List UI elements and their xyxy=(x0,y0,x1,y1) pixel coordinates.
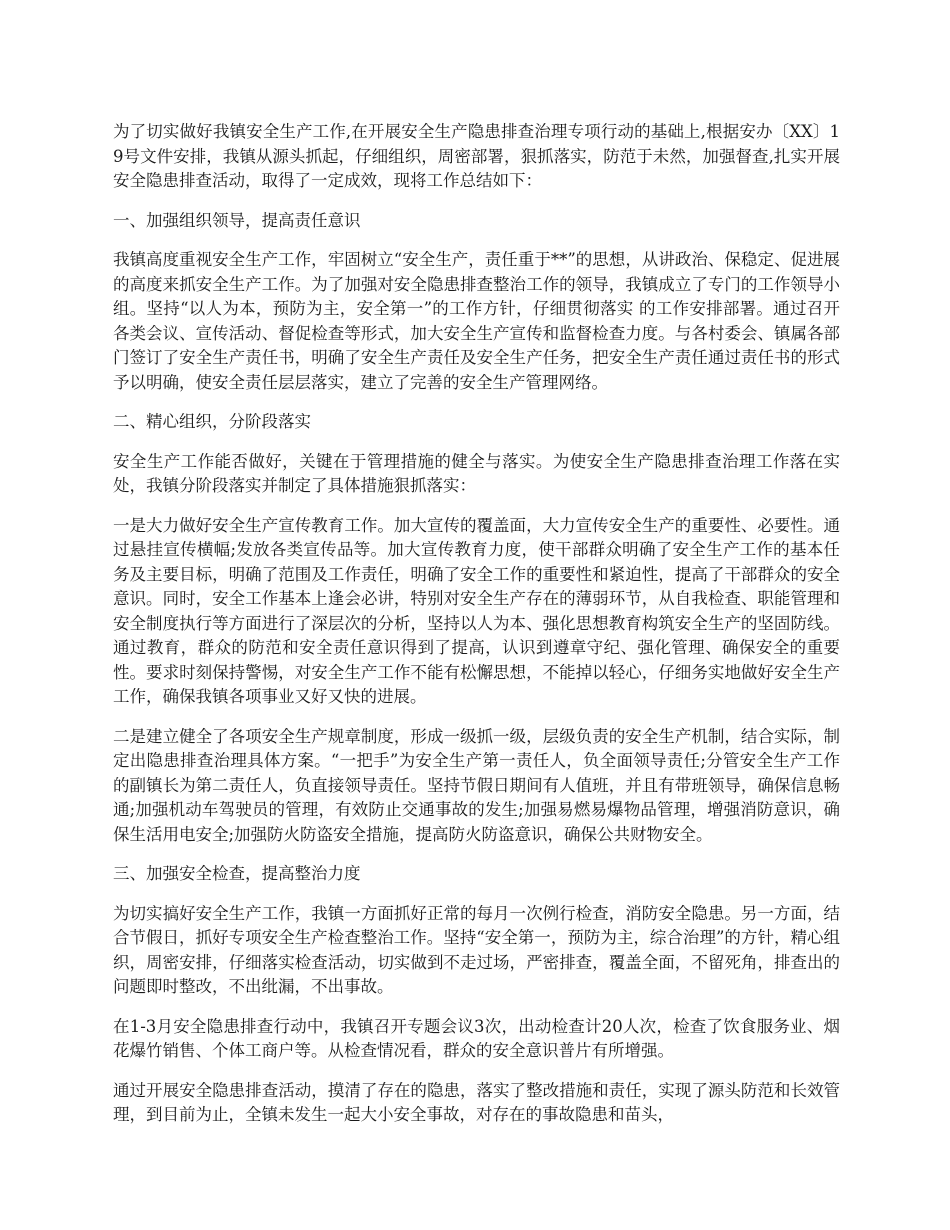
section-1-paragraph: 我镇高度重视安全生产工作，牢固树立“安全生产，责任重于**”的思想，从讲政治、保稳定、促进展的高度来抓安全生产工作。为了加强对安全隐患排查整治工作的领导，我镇成立了专门的工作领导小组。坚持“以人为本，预防为主，安全第一”的工作方针，仔细贯彻落实 的工作安排部署。通过召开各类会议、宣传活动、督促检查等形式，加大安全生产宣传和监督检查力度。与各村委会、镇属各部门签订了安全生产责任书，明确了安全生产责任及安全生产任务，把安全生产责任通过责任书的形式予以明确，使安全责任层层落实，建立了完善的安全生产管理网络。 xyxy=(113,250,840,392)
section-3-paragraph-2: 在1-3月安全隐患排查行动中，我镇召开专题会议3次，出动检查计20人次，检查了饮食服务业、烟花爆竹销售、个体工商户等。从检查情况看，群众的安全意识普片有所增强。 xyxy=(113,1016,840,1060)
section-2-heading: 二、精心组织，分阶段落实 xyxy=(113,412,311,431)
section-3-paragraph-3: 通过开展安全隐患排查活动，摸清了存在的隐患，落实了整改措施和责任，实现了源头防范和长效管理，到目前为止，全镇未发生一起大小安全事故，对存在的事故隐患和苗头， xyxy=(113,1080,840,1124)
section-3-paragraph-1: 为切实搞好安全生产工作，我镇一方面抓好正常的每月一次例行检查，消防安全隐患。另一方面，结合节假日，抓好专项安全生产检查整治工作。坚持“安全第一，预防为主，综合治理”的方针，精心组织，周密安排，仔细落实检查活动，切实做到不走过场，严密排查，覆盖全面，不留死角，排查出的问题即时整改，不出纰漏，不出事故。 xyxy=(113,903,840,996)
section-1-heading: 一、加强组织领导，提高责任意识 xyxy=(113,210,361,230)
intro-paragraph: 为了切实做好我镇安全生产工作,在开展安全生产隐患排查治理专项行动的基础上,根据安办〔XX〕19号文件安排，我镇从源头抓起，仔细组织，周密部署，狠抓落实，防范于未然，加强督查,扎实开展安全隐患排查活动，取得了一定成效，现将工作总结如下： xyxy=(113,122,840,190)
section-2-paragraph-3: 二是建立健全了各项安全生产规章制度，形成一级抓一级，层级负责的安全生产机制，结合实际，制定出隐患排查治理具体方案。“一把手”为安全生产第一责任人，负全面领导责任;分管安全生产工作的副镇长为第二责任人，负直接领导责任。坚持节假日期间有人值班，并且有带班领导，确保信息畅通;加强机动车驾驶员的管理，有效防止交通事故的发生;加强易燃易爆物品管理，增强消防意识，确保生活用电安全;加强防火防盗安全措施，提高防火防盗意识，确保公共财物安全。 xyxy=(113,726,840,844)
section-3-heading: 三、加强安全检查，提高整治力度 xyxy=(113,864,361,883)
section-2-paragraph-2: 一是大力做好安全生产宣传教育工作。加大宣传的覆盖面，大力宣传安全生产的重要性、必要性。通过悬挂宣传横幅;发放各类宣传品等。加大宣传教育力度，使干部群众明确了安全生产工作的基本任务及主要目标，明确了范围及工作责任，明确了安全工作的重要性和紧迫性，提高了干部群众的安全意识。同时，安全工作基本上逢会必讲，特别对安全生产存在的薄弱环节，从自我检查、职能管理和安全制度执行等方面进行了深层次的分析，坚持以人为本、强化思想教育构筑安全生产的坚固防线。通过教育，群众的防范和安全责任意识得到了提高，认识到遵章守纪、强化管理、确保安全的重要性。要求时刻保持警惕，对安全生产工作不能有松懈思想，不能掉以轻心，仔细务实地做好安全生产工作，确保我镇各项事业又好又快的进展。 xyxy=(113,515,840,706)
document-page xyxy=(113,120,840,1143)
section-2-paragraph-1: 安全生产工作能否做好，关键在于管理措施的健全与落实。为使安全生产隐患排查治理工作落在实处，我镇分阶段落实并制定了具体措施狠抓落实： xyxy=(113,451,840,495)
